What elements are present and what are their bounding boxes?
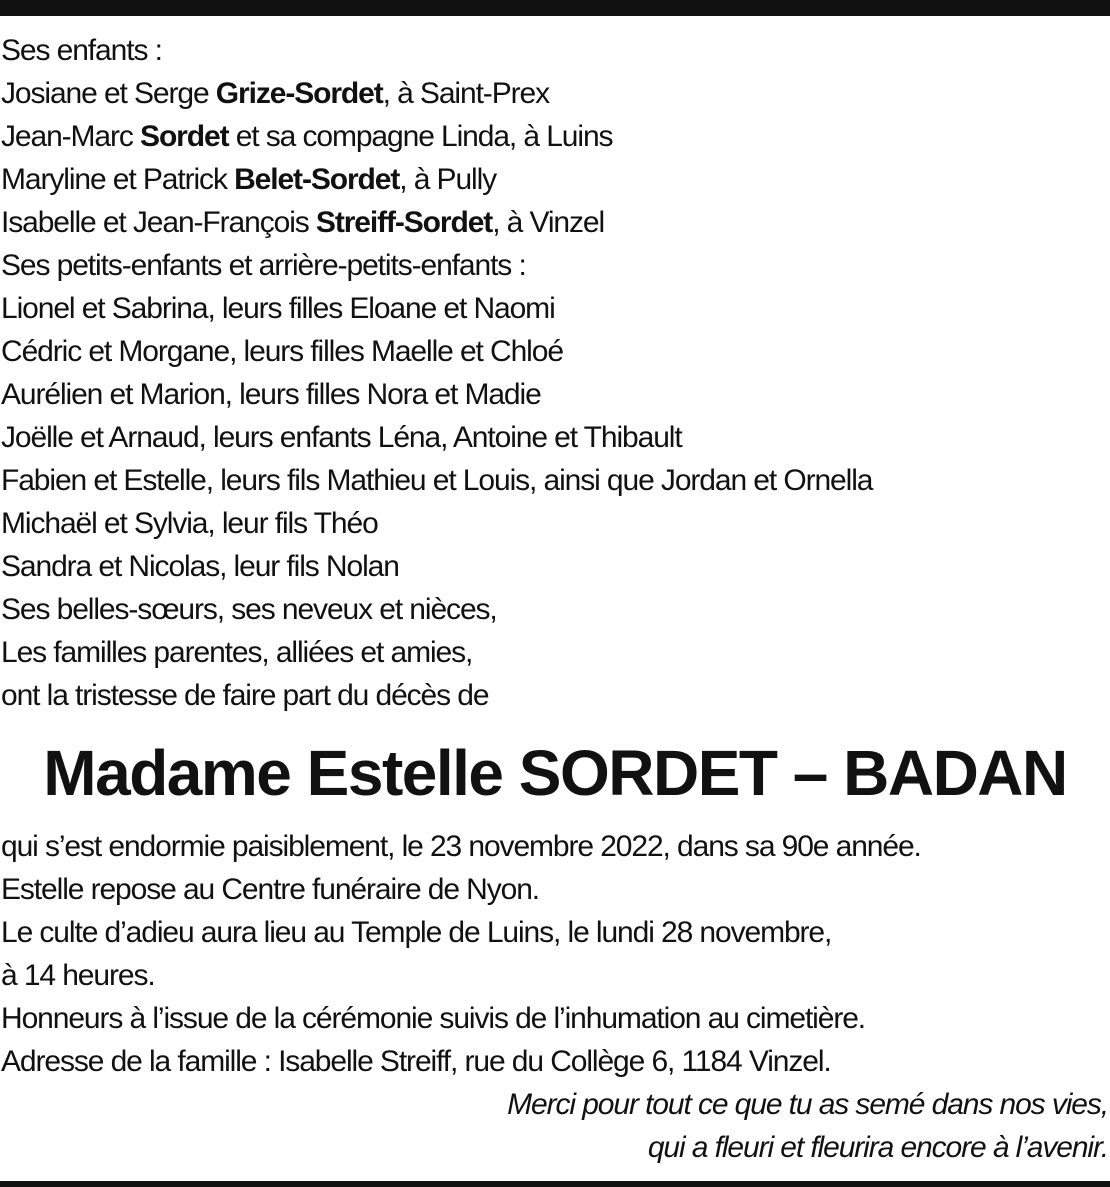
- child-line: [1, 158, 1109, 201]
- deceased-name: Madame Estelle SORDET – BADAN: [43, 737, 1067, 809]
- relatives-line: Ses belles-sœurs, ses neveux et nièces,: [1, 593, 497, 626]
- child-line: [1, 115, 1109, 158]
- child-surname: Grize-Sordet: [215, 77, 383, 110]
- top-border-rule: [0, 0, 1110, 16]
- child-surname: Streiff-Sordet: [315, 206, 493, 239]
- child-suffix: , à Saint-Prex: [382, 77, 549, 110]
- child-prefix: Maryline et Patrick: [1, 163, 235, 196]
- grandchild-line: Cédric et Morgane, leurs filles Maelle et Chloé: [1, 335, 563, 368]
- child-prefix: Jean-Marc: [1, 120, 141, 153]
- funeral-details: [1, 825, 1109, 1083]
- relatives-line: Les familles parentes, alliées et amies,: [1, 636, 473, 669]
- quote-line: Merci pour tout ce que tu as semé dans nos vies,: [507, 1088, 1108, 1121]
- detail-line: Le culte d’adieu aura lieu au Temple de Luins, le lundi 28 novembre,: [1, 916, 832, 949]
- family-announcement: [1, 29, 1109, 717]
- relatives-line: ont la tristesse de faire part du décès de: [1, 679, 489, 712]
- grandchild-line: Fabien et Estelle, leurs fils Mathieu et Louis, ainsi que Jordan et Ornella: [1, 464, 873, 497]
- grandchildren-heading: Ses petits-enfants et arrière-petits-enfants :: [1, 249, 526, 282]
- detail-line: Estelle repose au Centre funéraire de Nyon.: [1, 873, 540, 906]
- bottom-border-rule: [0, 1181, 1110, 1187]
- detail-line: qui s’est endormie paisiblement, le 23 novembre 2022, dans sa 90e année.: [1, 830, 921, 863]
- closing-quote: [0, 1083, 1108, 1169]
- detail-line: Adresse de la famille : Isabelle Streiff, rue du Collège 6, 1184 Vinzel.: [1, 1045, 831, 1078]
- child-line: [1, 72, 1109, 115]
- children-heading: Ses enfants :: [1, 34, 162, 67]
- child-line: [1, 201, 1109, 244]
- grandchild-line: Joëlle et Arnaud, leurs enfants Léna, Antoine et Thibault: [1, 421, 682, 454]
- child-suffix: et sa compagne Linda, à Luins: [228, 120, 613, 153]
- detail-line: Honneurs à l’issue de la cérémonie suivis de l’inhumation au cimetière.: [1, 1002, 866, 1035]
- grandchild-line: Michaël et Sylvia, leur fils Théo: [1, 507, 378, 540]
- child-surname: Belet-Sordet: [234, 163, 400, 196]
- quote-line: qui a fleuri et fleurira encore à l’avenir.: [647, 1131, 1108, 1164]
- child-prefix: Josiane et Serge: [1, 77, 216, 110]
- grandchild-line: Aurélien et Marion, leurs filles Nora et Madie: [1, 378, 541, 411]
- child-suffix: , à Vinzel: [492, 206, 605, 239]
- grandchild-line: Lionel et Sabrina, leurs filles Eloane et Naomi: [1, 292, 555, 325]
- grandchild-line: Sandra et Nicolas, leur fils Nolan: [1, 550, 399, 583]
- child-prefix: Isabelle et Jean-François: [1, 206, 316, 239]
- detail-line: à 14 heures.: [1, 959, 155, 992]
- child-surname: Sordet: [140, 120, 229, 153]
- child-suffix: , à Pully: [399, 163, 497, 196]
